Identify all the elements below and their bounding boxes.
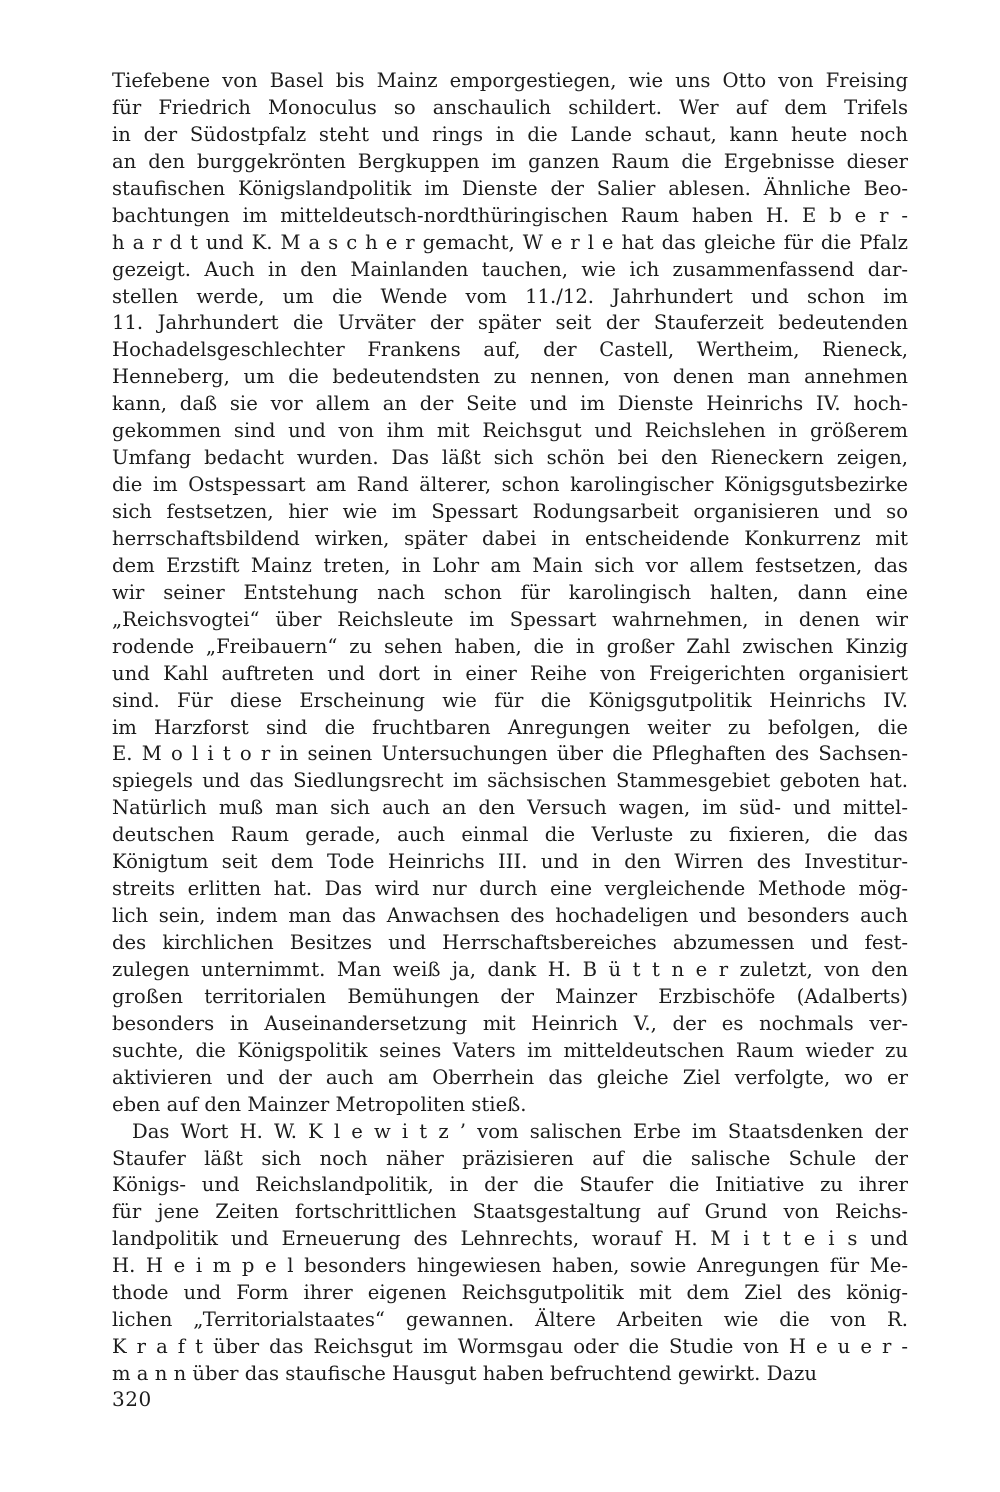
text-line: zulegen unternimmt. Man weiß ja, dank H. B ü t t n e r zuletzt, von den <box>112 957 908 981</box>
text-line: im Harzforst sind die fruchtbaren Anregungen weiter zu befolgen, die <box>112 715 908 739</box>
text-line: staufischen Königslandpolitik im Dienste der Salier ablesen. Ähnliche Beo- <box>112 176 908 200</box>
text-line: suchte, die Königspolitik seines Vaters im mitteldeutschen Raum wieder zu <box>112 1038 908 1062</box>
text-line: Das Wort H. W. K l e w i t z ’ vom salischen Erbe im Staatsdenken der <box>132 1119 908 1143</box>
body-text <box>112 68 908 1388</box>
text-line: h a r d t und K. M a s c h e r gemacht, W e r l e hat das gleiche für die Pfalz <box>112 230 908 254</box>
text-line: spiegels und das Siedlungsrecht im sächsischen Stammesgebiet geboten hat. <box>112 769 908 793</box>
text-line: Natürlich muß man sich auch an den Versuch wagen, im süd- und mittel- <box>112 796 908 820</box>
text-line: m a n n über das staufische Hausgut haben befruchtend gewirkt. Dazu <box>112 1362 817 1385</box>
text-line: landpolitik und Erneuerung des Lehnrechts, worauf H. M i t t e i s und <box>112 1227 908 1251</box>
text-line: 11. Jahrhundert die Urväter der später seit der Stauferzeit bedeutenden <box>112 311 908 335</box>
text-line: Staufer läßt sich noch näher präzisieren auf die salische Schule der <box>112 1146 908 1170</box>
text-line: stellen werde, um die Wende vom 11./12. Jahrhundert und schon im <box>112 284 908 308</box>
text-line: deutschen Raum gerade, auch einmal die Verluste zu fixieren, die das <box>112 823 908 847</box>
paragraph-2 <box>112 1119 908 1388</box>
text-line: gekommen sind und von ihm mit Reichsgut und Reichslehen in größerem <box>112 419 908 443</box>
text-line: lich sein, indem man das Anwachsen des hochadeligen und besonders auch <box>112 904 908 928</box>
text-line: für jene Zeiten fortschrittlichen Staatsgestaltung auf Grund von Reichs- <box>112 1200 908 1224</box>
text-line: Hochadelsgeschlechter Frankens auf, der Castell, Wertheim, Rieneck, <box>112 338 908 362</box>
text-line: die im Ostspessart am Rand älterer, schon karolingischer Königsgutsbezirke <box>112 473 908 497</box>
text-line: für Friedrich Monoculus so anschaulich schildert. Wer auf dem Trifels <box>112 95 908 119</box>
text-line: des kirchlichen Besitzes und Herrschaftsbereiches abzumessen und fest- <box>112 931 908 954</box>
text-line: herrschaftsbildend wirken, später dabei in entscheidende Konkurrenz mit <box>112 526 908 550</box>
text-line: rodende „Freibauern“ zu sehen haben, die in großer Zahl zwischen Kinzig <box>112 634 908 658</box>
text-line: thode und Form ihrer eigenen Reichsgutpolitik mit dem Ziel des könig- <box>112 1281 908 1305</box>
text-line: besonders in Auseinandersetzung mit Heinrich V., der es nochmals ver- <box>112 1011 908 1035</box>
text-line: sich festsetzen, hier wie im Spessart Rodungsarbeit organisieren und so <box>112 500 908 523</box>
text-line: an den burggekrönten Bergkuppen im ganzen Raum die Ergebnisse dieser <box>112 149 908 173</box>
text-line: K r a f t über das Reichsgut im Wormsgau oder die Studie von H e u e r - <box>112 1335 908 1359</box>
text-line: lichen „Territorialstaates“ gewannen. Ältere Arbeiten wie die von R. <box>112 1308 908 1332</box>
text-line: wir seiner Entstehung nach schon für karolingisch halten, dann eine <box>112 580 908 604</box>
page-number: 320 <box>112 1387 152 1411</box>
text-line: und Kahl auftreten und dort in einer Reihe von Freigerichten organisiert <box>112 661 908 685</box>
paragraph-1 <box>112 68 908 1119</box>
text-line: Henneberg, um die bedeutendsten zu nennen, von denen man annehmen <box>112 365 908 389</box>
text-line: Königtum seit dem Tode Heinrichs III. und in den Wirren des Investitur- <box>112 850 908 874</box>
text-line: eben auf den Mainzer Metropoliten stieß. <box>112 1092 527 1116</box>
text-line: in der Südostpfalz steht und rings in die Lande schaut, kann heute noch <box>112 122 908 146</box>
text-line: aktivieren und der auch am Oberrhein das gleiche Ziel verfolgte, wo er <box>112 1065 908 1089</box>
text-line: Umfang bedacht wurden. Das läßt sich schön bei den Rieneckern zeigen, <box>112 446 908 470</box>
text-line: gezeigt. Auch in den Mainlanden tauchen, wie ich zusammenfassend dar- <box>112 257 908 281</box>
text-line: bachtungen im mitteldeutsch-nordthüringischen Raum haben H. E b e r - <box>112 203 908 227</box>
text-line: dem Erzstift Mainz treten, in Lohr am Main sich vor allem festsetzen, das <box>112 553 908 577</box>
text-line: sind. Für diese Erscheinung wie für die Königsgutpolitik Heinrichs IV. <box>112 688 908 712</box>
text-line: H. H e i m p e l besonders hingewiesen haben, sowie Anregungen für Me- <box>112 1254 908 1278</box>
text-line: „Reichsvogtei“ über Reichsleute im Spessart wahrnehmen, in denen wir <box>112 607 908 631</box>
text-line: E. M o l i t o r in seinen Untersuchungen über die Pfleghaften des Sachsen- <box>112 742 908 766</box>
text-line: kann, daß sie vor allem an der Seite und im Dienste Heinrichs IV. hoch- <box>112 392 908 416</box>
text-line: Königs- und Reichslandpolitik, in der die Staufer die Initiative zu ihrer <box>112 1173 908 1197</box>
text-line: Tiefebene von Basel bis Mainz emporgestiegen, wie uns Otto von Freising <box>112 69 908 92</box>
text-line: streits erlitten hat. Das wird nur durch eine vergleichende Methode mög- <box>112 877 908 901</box>
text-line: großen territorialen Bemühungen der Mainzer Erzbischöfe (Adalberts) <box>112 984 908 1008</box>
